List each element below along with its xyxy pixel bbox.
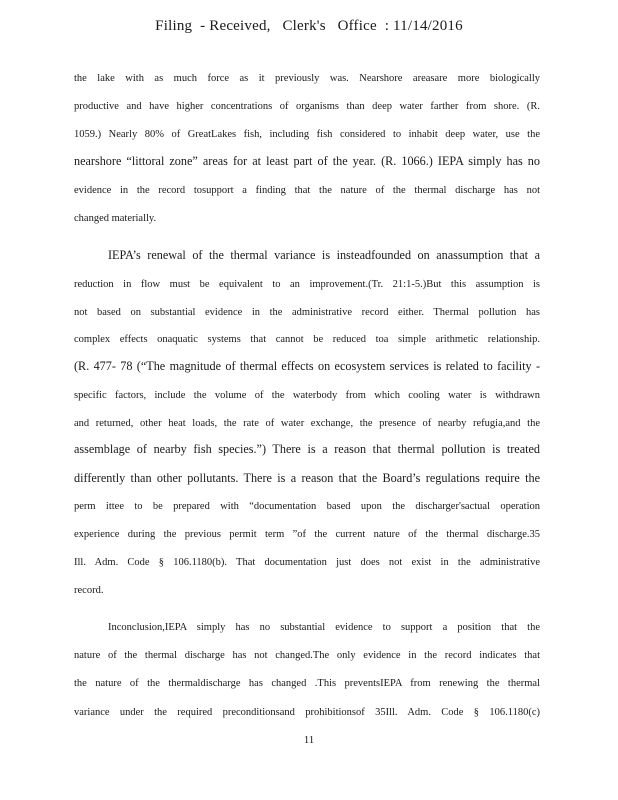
text-line: assemblage of nearby fish species.”) There is a reason that thermal pollution is treated	[74, 442, 540, 456]
text-line: variance under the required preconditionsand prohibitionsof 35Ill. Adm. Code § 106.1180(c)	[74, 707, 540, 718]
text-line: IEPA’s renewal of the thermal variance is insteadfounded on anassumption that a	[108, 248, 540, 262]
text-line: perm ittee to be prepared with “documentation based upon the discharger'sactual operation	[74, 501, 540, 512]
text-line: experience during the previous permit term ”of the current nature of the thermal discharge.35	[74, 529, 540, 540]
text-line: differently than other pollutants. There is a reason that the Board’s regulations require the	[74, 471, 540, 485]
page-number: 11	[303, 734, 315, 746]
text-line: reduction in flow must be equivalent to an improvement.(Tr. 21:1-5.)But this assumption is	[74, 279, 540, 290]
text-line: record.	[74, 585, 104, 596]
text-line: not based on substantial evidence in the administrative record either. Thermal pollution has	[74, 307, 540, 318]
text-line: complex effects onaquatic systems that cannot be reduced toa simple arithmetic relationship.	[74, 334, 540, 345]
text-line: and returned, other heat loads, the rate of water exchange, the presence of nearby refugia,and the	[74, 418, 540, 429]
text-line: nearshore “littoral zone” areas for at least part of the year. (R. 1066.) IEPA simply has no	[74, 154, 540, 168]
text-line: the nature of the thermaldischarge has changed .This preventsIEPA from renewing the thermal	[74, 678, 540, 689]
text-line: (R. 477- 78 (“The magnitude of thermal effects on ecosystem services is related to facility -	[74, 359, 540, 373]
text-line: Ill. Adm. Code § 106.1180(b). That documentation just does not exist in the administrative	[74, 557, 540, 568]
filing-stamp-header: Filing - Received, Clerk's Office : 11/14/2016	[155, 18, 463, 34]
text-line: 1059.) Nearly 80% of GreatLakes fish, including fish considered to inhabit deep water, use the	[74, 129, 540, 140]
text-line: changed materially.	[74, 213, 157, 224]
text-line: nature of the thermal discharge has not changed.The only evidence in the record indicates that	[74, 650, 540, 661]
text-line: specific factors, include the volume of the waterbody from which cooling water is withdrawn	[74, 390, 540, 401]
text-line: evidence in the record tosupport a finding that the nature of the thermal discharge has not	[74, 185, 540, 196]
text-line: productive and have higher concentrations of organisms than deep water farther from shore. (R.	[74, 101, 540, 112]
text-line: Inconclusion,IEPA simply has no substantial evidence to support a position that the	[108, 622, 540, 633]
text-line: the lake with as much force as it previously was. Nearshore areasare more biologically	[74, 73, 540, 84]
